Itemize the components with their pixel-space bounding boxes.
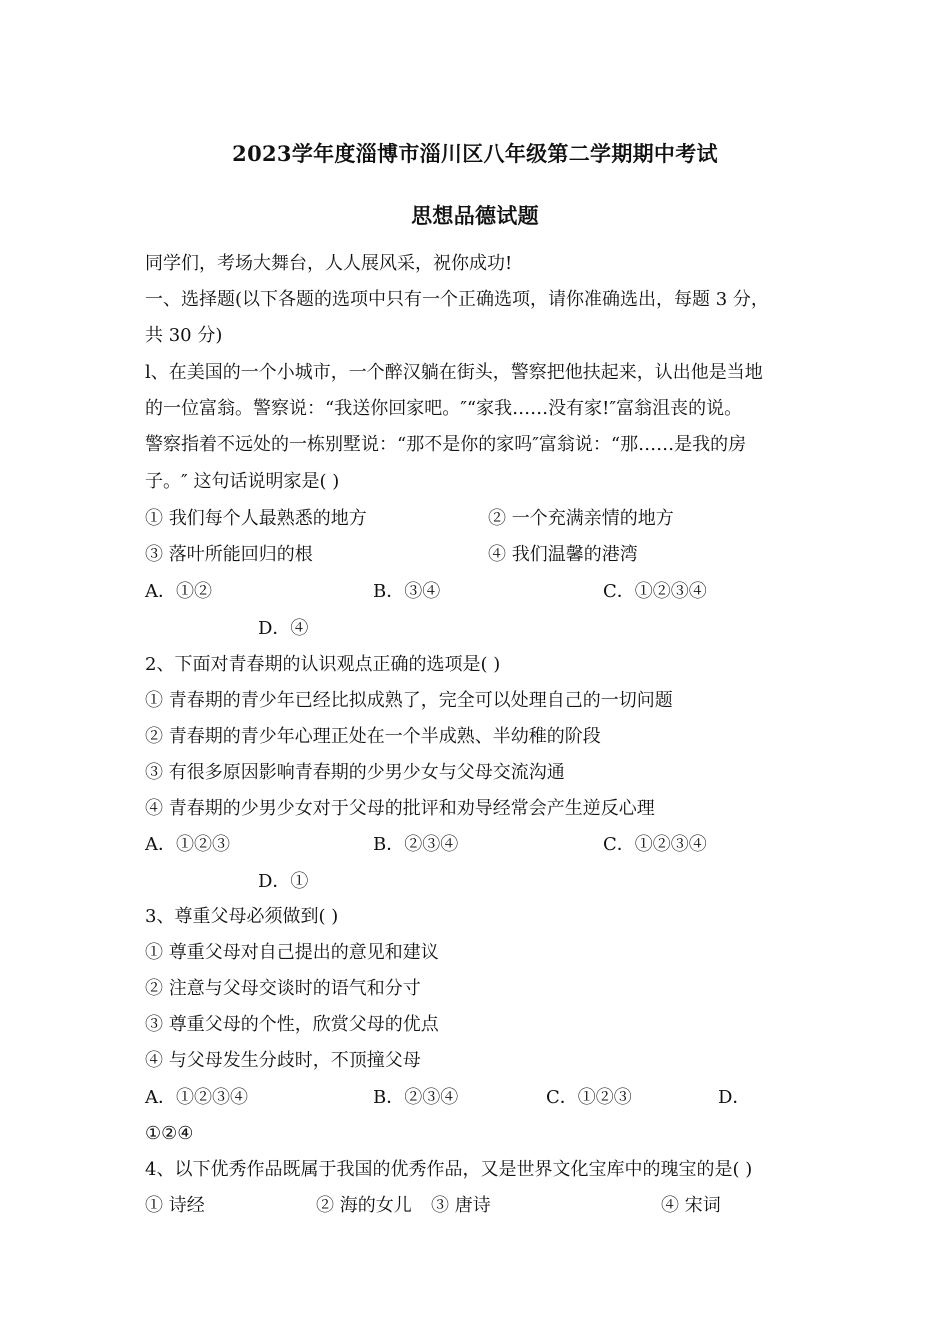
q2-choice-d: D．①: [258, 871, 309, 892]
q2-stem: 2、下面对青春期的认识观点正确的选项是( ): [145, 654, 501, 675]
q3-item-4: ④ 与父母发生分歧时，不顶撞父母: [145, 1050, 421, 1071]
q3-choice-d-cont: ①②④: [145, 1123, 194, 1144]
q4-item-1: ① 诗经: [145, 1195, 205, 1216]
q4-stem: 4、以下优秀作品既属于我国的优秀作品，又是世界文化宝库中的瑰宝的是( ): [145, 1159, 753, 1180]
q1-stem-3: 警察指着不远处的一栋别墅说：“那不是你的家吗″富翁说：“那……是我的房: [145, 434, 747, 455]
q1-choice-d: D．④: [258, 618, 309, 639]
q1-stem-4: 子。″ 这句话说明家是( ): [145, 471, 340, 492]
q4-item-4: ④ 宋词: [661, 1195, 721, 1216]
q2-choice-b: B．②③④: [373, 834, 459, 855]
q1-item-2: ② 一个充满亲情的地方: [488, 508, 674, 529]
q2-item-3: ③ 有很多原因影响青春期的少男少女与父母交流沟通: [145, 762, 565, 783]
q2-item-1: ① 青春期的青少年已经比拟成熟了，完全可以处理自己的一切问题: [145, 690, 673, 711]
q3-stem: 3、尊重父母必须做到( ): [145, 906, 339, 927]
q3-choice-a: A．①②③④: [145, 1087, 248, 1108]
exam-subtitle: 思想品德试题: [411, 203, 539, 228]
q4-item-2: ② 海的女儿: [316, 1195, 412, 1216]
section-heading-cont: 共 30 分): [145, 325, 223, 346]
q2-item-4: ④ 青春期的少男少女对于父母的批评和劝导经常会产生逆反心理: [145, 798, 655, 819]
q1-choice-c: C．①②③④: [603, 581, 707, 602]
exam-title: 2023学年度淄博市淄川区八年级第二学期期中考试: [232, 141, 718, 166]
q1-item-4: ④ 我们温馨的港湾: [488, 544, 638, 565]
q1-choice-b: B．③④: [373, 581, 441, 602]
section-heading: 一、选择题(以下各题的选项中只有一个正确选项，请你准确选出，每题 3 分，: [145, 289, 769, 310]
q4-item-3: ③ 唐诗: [431, 1195, 491, 1216]
q1-item-3: ③ 落叶所能回归的根: [145, 544, 313, 565]
q2-choice-c: C．①②③④: [603, 834, 707, 855]
q1-choice-a: A．①②: [145, 581, 212, 602]
q1-stem-1: l、在美国的一个小城市，一个醉汉躺在街头，警察把他扶起来，认出他是当地: [145, 362, 763, 383]
q1-item-1: ① 我们每个人最熟悉的地方: [145, 508, 367, 529]
q3-item-3: ③ 尊重父母的个性，欣赏父母的优点: [145, 1014, 439, 1035]
q3-choice-b: B．②③④: [373, 1087, 459, 1108]
q3-item-1: ① 尊重父母对自己提出的意见和建议: [145, 942, 439, 963]
intro-text: 同学们，考场大舞台，人人展风采，祝你成功!: [145, 253, 513, 274]
q1-stem-2: 的一位富翁。警察说：“我送你回家吧。″“家我……没有家!″富翁沮丧的说。: [145, 398, 743, 419]
q2-choice-a: A．①②③: [145, 834, 230, 855]
q3-choice-c: C．①②③: [546, 1087, 632, 1108]
q3-choice-d: D．: [718, 1087, 751, 1108]
q2-item-2: ② 青春期的青少年心理正处在一个半成熟、半幼稚的阶段: [145, 726, 601, 747]
q3-item-2: ② 注意与父母交谈时的语气和分寸: [145, 978, 421, 999]
